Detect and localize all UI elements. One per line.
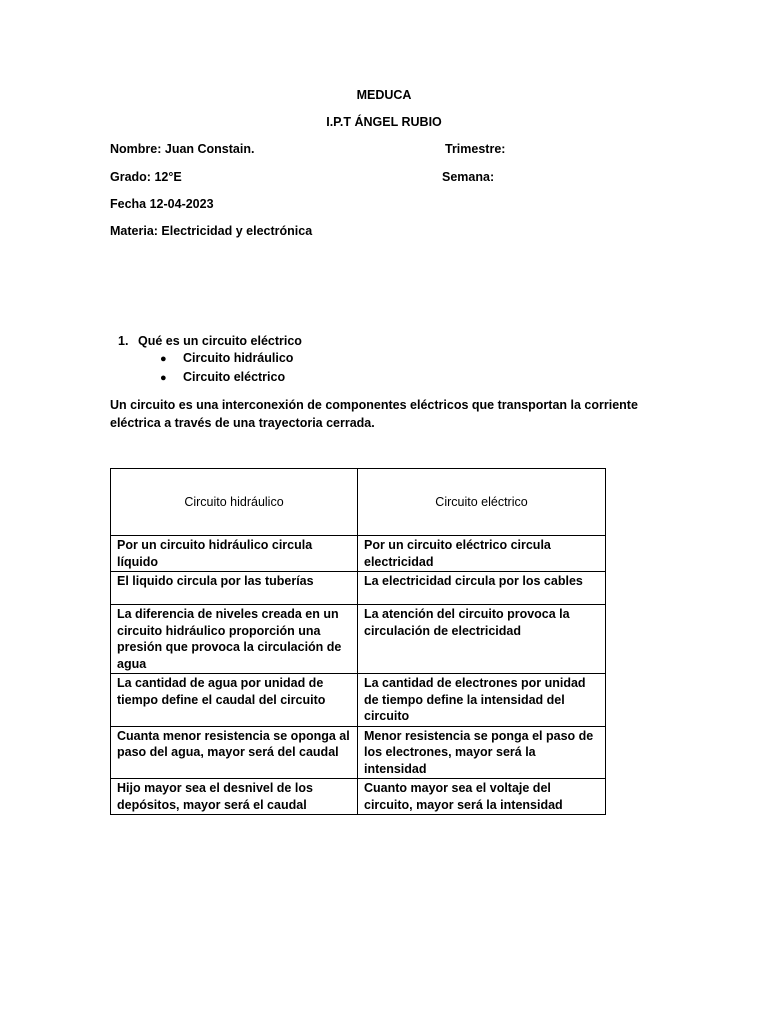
table-row — [111, 536, 606, 572]
school-title: I.P.T ÁNGEL RUBIO — [326, 115, 442, 129]
header-cell-hydraulic: Circuito hidráulico — [111, 469, 358, 536]
table-row — [111, 572, 606, 605]
grade-label: Grado: 12°E — [110, 170, 182, 184]
date-label: Fecha 12-04-2023 — [110, 197, 214, 211]
table-cell: Menor resistencia se ponga el paso de los electrones, mayor será la intensidad — [358, 726, 606, 779]
comparison-table — [110, 468, 606, 815]
table-cell: Cuanto mayor sea el voltaje del circuito, mayor será la intensidad — [358, 779, 606, 815]
subject-label: Materia: Electricidad y electrónica — [110, 224, 313, 238]
question-number: 1. — [118, 334, 129, 348]
table-cell: Cuanta menor resistencia se oponga al paso del agua, mayor será del caudal — [111, 726, 358, 779]
table-row — [111, 605, 606, 674]
student-name: Nombre: Juan Constain. — [110, 142, 255, 156]
bullet-icon: ● — [160, 353, 167, 365]
table-cell: Por un circuito eléctrico circula electricidad — [358, 536, 606, 572]
week-label: Semana: — [442, 170, 495, 184]
org-title: MEDUCA — [356, 88, 412, 102]
bullet-item — [160, 351, 293, 365]
table-cell: Por un circuito hidráulico circula líquido — [111, 536, 358, 572]
table-row — [111, 674, 606, 727]
table-cell: La electricidad circula por los cables — [358, 572, 606, 605]
table-cell: Hijo mayor sea el desnivel de los depósitos, mayor será el caudal — [111, 779, 358, 815]
bullet-icon: ● — [160, 372, 167, 384]
question-text: Qué es un circuito eléctrico — [138, 334, 302, 348]
table-header-row — [111, 469, 606, 536]
table-row — [111, 726, 606, 779]
table-cell: La atención del circuito provoca la circulación de electricidad — [358, 605, 606, 674]
table-cell: La cantidad de agua por unidad de tiempo define el caudal del circuito — [111, 674, 358, 727]
bullet-item — [160, 370, 285, 384]
table-cell: La diferencia de niveles creada en un circuito hidráulico proporción una presión que provoca la circulación de agua — [111, 605, 358, 674]
bullet-text: Circuito hidráulico — [183, 351, 294, 365]
trimester-label: Trimestre: — [445, 142, 506, 156]
table-row — [111, 779, 606, 815]
table-cell: El liquido circula por las tuberías — [111, 572, 358, 605]
answer-paragraph: Un circuito es una interconexión de componentes eléctricos que transportan la corriente eléctrica a través de una trayectoria cerrada. — [110, 398, 638, 430]
table-cell: La cantidad de electrones por unidad de tiempo define la intensidad del circuito — [358, 674, 606, 727]
header-cell-electric: Circuito eléctrico — [358, 469, 606, 536]
bullet-text: Circuito eléctrico — [183, 370, 286, 384]
question-item — [118, 334, 302, 348]
